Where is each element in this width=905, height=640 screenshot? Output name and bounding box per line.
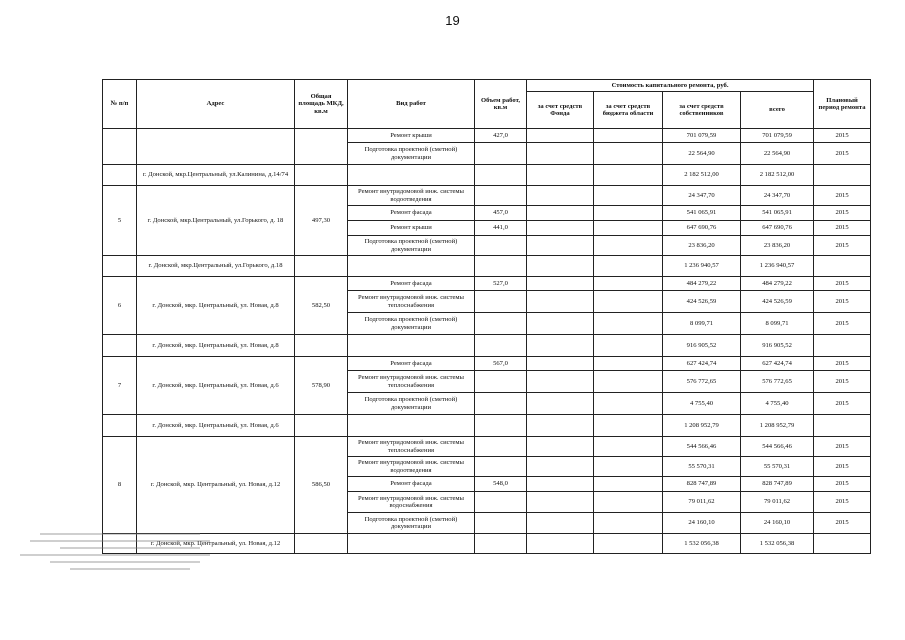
cell-regional <box>594 357 663 371</box>
cell-work: Ремонт фасада <box>348 206 475 221</box>
cell-area <box>295 256 348 277</box>
table-row <box>103 129 871 143</box>
cell-work <box>348 534 475 554</box>
subtotal-owners: 1 532 056,38 <box>663 534 741 554</box>
cell-num <box>103 415 137 437</box>
cell-volume <box>475 371 527 393</box>
cell-volume <box>475 313 527 335</box>
cell-volume: 427,0 <box>475 129 527 143</box>
cell-owners: 828 747,89 <box>663 477 741 492</box>
cell-volume <box>475 186 527 206</box>
cell-area <box>295 415 348 437</box>
cell-fund <box>527 371 594 393</box>
cell-regional <box>594 477 663 492</box>
cell-work: Ремонт крыши <box>348 129 475 143</box>
cell-fund <box>527 534 594 554</box>
cell-owners: 627 424,74 <box>663 357 741 371</box>
cell-address <box>137 129 295 165</box>
subtotal-owners: 916 905,52 <box>663 335 741 357</box>
cell-period <box>814 335 871 357</box>
subtotal-row <box>103 335 871 357</box>
cell-fund <box>527 313 594 335</box>
cell-work: Ремонт внутридомовой инж. системы водоотведения <box>348 457 475 477</box>
cell-owners: 8 099,71 <box>663 313 741 335</box>
cell-total: 23 836,20 <box>741 236 814 256</box>
cell-total: 541 065,91 <box>741 206 814 221</box>
subtotal-owners: 1 236 940,57 <box>663 256 741 277</box>
cell-owners: 701 079,59 <box>663 129 741 143</box>
subtotal-address: г. Донской, мкр.Центральный, ул.Горького, д.18 <box>137 256 295 277</box>
cell-address: г. Донской, мкр.Центральный, ул.Горького, д. 18 <box>137 186 295 256</box>
cell-period: 2015 <box>814 277 871 291</box>
cell-period: 2015 <box>814 291 871 313</box>
cell-fund <box>527 206 594 221</box>
cell-volume <box>475 165 527 186</box>
cell-fund <box>527 513 594 534</box>
cell-num <box>103 256 137 277</box>
cell-total: 79 011,62 <box>741 492 814 513</box>
cell-fund <box>527 236 594 256</box>
cell-fund <box>527 492 594 513</box>
cell-owners: 541 065,91 <box>663 206 741 221</box>
cell-fund <box>527 393 594 415</box>
cell-regional <box>594 143 663 165</box>
cell-regional <box>594 457 663 477</box>
cell-work <box>348 165 475 186</box>
cell-num: 6 <box>103 277 137 335</box>
cell-regional <box>594 492 663 513</box>
header-cost-group: Стоимость капитального ремонта, руб. <box>527 80 814 92</box>
cell-period: 2015 <box>814 457 871 477</box>
cell-address: г. Донской, мкр. Центральный, ул. Новая, д.6 <box>137 357 295 415</box>
cell-work <box>348 415 475 437</box>
header-area: Общая площадь МКД, кв.м <box>295 80 348 129</box>
cell-volume <box>475 393 527 415</box>
cell-num: 8 <box>103 437 137 534</box>
cell-regional <box>594 186 663 206</box>
cell-owners: 24 347,70 <box>663 186 741 206</box>
cell-work: Ремонт фасада <box>348 277 475 291</box>
cell-area <box>295 534 348 554</box>
cell-work: Подготовка проектной (сметной) документации <box>348 313 475 335</box>
cell-period: 2015 <box>814 437 871 457</box>
cell-fund <box>527 457 594 477</box>
header-period: Плановый период ремонта <box>814 80 871 129</box>
cell-owners: 544 566,46 <box>663 437 741 457</box>
subtotal-address: г. Донской, мкр. Центральный, ул. Новая, д.6 <box>137 415 295 437</box>
cell-num: 7 <box>103 357 137 415</box>
cell-period: 2015 <box>814 357 871 371</box>
cell-owners: 4 755,40 <box>663 393 741 415</box>
subtotal-total: 1 208 952,79 <box>741 415 814 437</box>
cell-total: 484 279,22 <box>741 277 814 291</box>
cell-volume: 441,0 <box>475 221 527 236</box>
cell-period <box>814 534 871 554</box>
cell-period: 2015 <box>814 206 871 221</box>
cell-volume <box>475 492 527 513</box>
cell-fund <box>527 477 594 492</box>
cell-work: Ремонт внутридомовой инж. системы теплоснабжения <box>348 291 475 313</box>
cell-regional <box>594 534 663 554</box>
cell-regional <box>594 277 663 291</box>
cell-volume <box>475 415 527 437</box>
header-regional: за счет средств бюджета области <box>594 92 663 129</box>
cell-regional <box>594 437 663 457</box>
header-volume: Объем работ, кв.м <box>475 80 527 129</box>
cell-fund <box>527 129 594 143</box>
cell-volume <box>475 513 527 534</box>
cell-fund <box>527 335 594 357</box>
cell-total: 24 347,70 <box>741 186 814 206</box>
cell-fund <box>527 357 594 371</box>
cell-total: 627 424,74 <box>741 357 814 371</box>
cell-volume: 548,0 <box>475 477 527 492</box>
cell-period <box>814 415 871 437</box>
cell-fund <box>527 221 594 236</box>
cell-period <box>814 165 871 186</box>
cell-owners: 79 011,62 <box>663 492 741 513</box>
cell-work: Подготовка проектной (сметной) документации <box>348 393 475 415</box>
cell-volume <box>475 437 527 457</box>
subtotal-total: 1 236 940,57 <box>741 256 814 277</box>
cell-work: Ремонт крыши <box>348 221 475 236</box>
table-row <box>103 357 871 371</box>
cell-owners: 24 160,10 <box>663 513 741 534</box>
cell-regional <box>594 206 663 221</box>
cell-period <box>814 256 871 277</box>
cell-period: 2015 <box>814 186 871 206</box>
cell-period: 2015 <box>814 477 871 492</box>
cell-regional <box>594 335 663 357</box>
cell-total: 701 079,59 <box>741 129 814 143</box>
header-fund: за счет средств Фонда <box>527 92 594 129</box>
table-row <box>103 437 871 457</box>
cell-work <box>348 335 475 357</box>
cell-fund <box>527 291 594 313</box>
cell-volume <box>475 534 527 554</box>
cell-total: 22 564,90 <box>741 143 814 165</box>
cell-area <box>295 165 348 186</box>
cell-total: 4 755,40 <box>741 393 814 415</box>
cell-area <box>295 335 348 357</box>
cell-area: 582,50 <box>295 277 348 335</box>
page-number: 19 <box>445 13 460 28</box>
cell-period: 2015 <box>814 313 871 335</box>
cell-volume: 567,0 <box>475 357 527 371</box>
cell-total: 424 526,59 <box>741 291 814 313</box>
cell-area: 578,90 <box>295 357 348 415</box>
cell-fund <box>527 256 594 277</box>
cell-num <box>103 129 137 165</box>
cell-volume <box>475 335 527 357</box>
cell-total: 647 690,76 <box>741 221 814 236</box>
header-work-type: Вид работ <box>348 80 475 129</box>
cell-regional <box>594 313 663 335</box>
cell-fund <box>527 277 594 291</box>
cell-owners: 55 570,31 <box>663 457 741 477</box>
header-total: всего <box>741 92 814 129</box>
cell-work: Ремонт внутридомовой инж. системы теплоснабжения <box>348 437 475 457</box>
cell-volume <box>475 291 527 313</box>
cell-regional <box>594 236 663 256</box>
cell-owners: 484 279,22 <box>663 277 741 291</box>
cell-period: 2015 <box>814 393 871 415</box>
cell-total: 828 747,89 <box>741 477 814 492</box>
subtotal-row <box>103 256 871 277</box>
header-num: № п/п <box>103 80 137 129</box>
cell-regional <box>594 415 663 437</box>
table-row <box>103 277 871 291</box>
cell-regional <box>594 221 663 236</box>
cell-owners: 576 772,65 <box>663 371 741 393</box>
cell-total: 8 099,71 <box>741 313 814 335</box>
cell-volume <box>475 256 527 277</box>
cell-fund <box>527 165 594 186</box>
subtotal-row <box>103 165 871 186</box>
cell-volume <box>475 143 527 165</box>
cell-area: 497,30 <box>295 186 348 256</box>
cell-work: Ремонт внутридомовой инж. системы теплоснабжения <box>348 371 475 393</box>
cell-owners: 647 690,76 <box>663 221 741 236</box>
faded-stamp-marks <box>20 528 225 598</box>
subtotal-total: 916 905,52 <box>741 335 814 357</box>
cell-regional <box>594 393 663 415</box>
cell-address: г. Донской, мкр. Центральный, ул. Новая, д.8 <box>137 277 295 335</box>
cell-area <box>295 129 348 165</box>
cell-regional <box>594 129 663 143</box>
cell-total: 576 772,65 <box>741 371 814 393</box>
cell-period: 2015 <box>814 371 871 393</box>
header-address: Адрес <box>137 80 295 129</box>
cell-fund <box>527 186 594 206</box>
table-row <box>103 186 871 206</box>
subtotal-address: г. Донской, мкр.Центральный, ул.Калинина, д.14/74 <box>137 165 295 186</box>
cell-volume <box>475 236 527 256</box>
subtotal-owners: 2 182 512,00 <box>663 165 741 186</box>
cell-period: 2015 <box>814 221 871 236</box>
cell-work: Ремонт внутридомовой инж. системы водоснабжения <box>348 492 475 513</box>
subtotal-address: г. Донской, мкр. Центральный, ул. Новая, д.8 <box>137 335 295 357</box>
subtotal-row <box>103 415 871 437</box>
table-body <box>103 129 871 554</box>
cell-regional <box>594 291 663 313</box>
cell-fund <box>527 143 594 165</box>
cell-volume <box>475 457 527 477</box>
cell-period: 2015 <box>814 143 871 165</box>
cell-total: 24 160,10 <box>741 513 814 534</box>
subtotal-total: 2 182 512,00 <box>741 165 814 186</box>
subtotal-address: г. Донской, мкр. Центральный, ул. Новая, д.12 <box>137 534 295 554</box>
cell-total: 544 566,46 <box>741 437 814 457</box>
cell-address: г. Донской, мкр. Центральный, ул. Новая, д.12 <box>137 437 295 534</box>
cell-num <box>103 165 137 186</box>
cell-work: Подготовка проектной (сметной) документации <box>348 236 475 256</box>
cell-period: 2015 <box>814 513 871 534</box>
cell-num: 5 <box>103 186 137 256</box>
cell-period: 2015 <box>814 492 871 513</box>
cell-period: 2015 <box>814 129 871 143</box>
cell-area: 586,50 <box>295 437 348 534</box>
cell-volume: 457,0 <box>475 206 527 221</box>
cell-num <box>103 335 137 357</box>
cell-work: Ремонт фасада <box>348 357 475 371</box>
cell-regional <box>594 256 663 277</box>
cell-regional <box>594 371 663 393</box>
cell-total: 55 570,31 <box>741 457 814 477</box>
cell-work: Ремонт фасада <box>348 477 475 492</box>
capital-repair-table <box>102 79 871 554</box>
cell-regional <box>594 513 663 534</box>
cell-work <box>348 256 475 277</box>
cell-fund <box>527 415 594 437</box>
cell-volume: 527,0 <box>475 277 527 291</box>
cell-work: Подготовка проектной (сметной) документации <box>348 143 475 165</box>
cell-owners: 23 836,20 <box>663 236 741 256</box>
cell-owners: 22 564,90 <box>663 143 741 165</box>
cell-period: 2015 <box>814 236 871 256</box>
subtotal-total: 1 532 056,38 <box>741 534 814 554</box>
subtotal-owners: 1 208 952,79 <box>663 415 741 437</box>
cell-work: Ремонт внутридомовой инж. системы водоотведения <box>348 186 475 206</box>
cell-regional <box>594 165 663 186</box>
header-owners: за счет средств собственников <box>663 92 741 129</box>
cell-owners: 424 526,59 <box>663 291 741 313</box>
cell-work: Подготовка проектной (сметной) документации <box>348 513 475 534</box>
cell-fund <box>527 437 594 457</box>
